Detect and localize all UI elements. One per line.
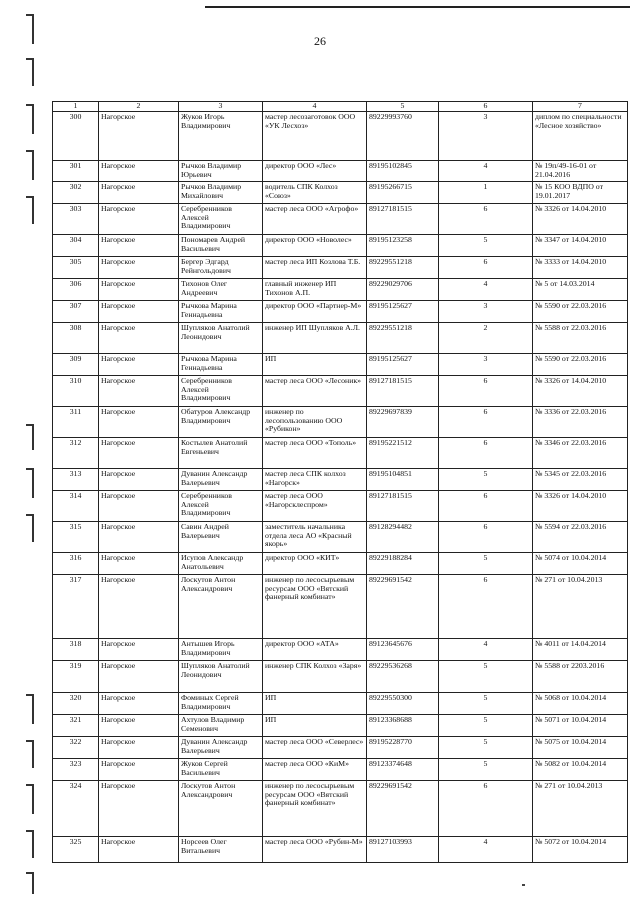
- cell-position: мастер лесозаготовок ООО «УК Лесхоз»: [263, 112, 367, 161]
- table-row: [53, 522, 628, 553]
- cell-phone: 89127103993: [367, 837, 439, 863]
- column-header: 4: [263, 102, 367, 112]
- cell-document: № 5594 от 22.03.2016: [533, 522, 628, 553]
- table-row: [53, 715, 628, 737]
- cell-phone: 89127181515: [367, 204, 439, 235]
- cell-name: Жуков Игорь Владимирович: [179, 112, 263, 161]
- cell-phone: 89195104851: [367, 469, 439, 491]
- cell-name: Рычкова Марина Геннадьевна: [179, 301, 263, 323]
- cell-name: Бергер Эдгард Рейнгольдович: [179, 257, 263, 279]
- cell-document: диплом по специальности «Лесное хозяйство»: [533, 112, 628, 161]
- cell-number: 310: [53, 376, 99, 407]
- cell-count: 5: [439, 469, 533, 491]
- cell-area: Нагорское: [99, 693, 179, 715]
- cell-name: Лоскутов Антон Александрович: [179, 575, 263, 639]
- cell-count: 2: [439, 323, 533, 354]
- cell-area: Нагорское: [99, 204, 179, 235]
- cell-phone: 89195102845: [367, 161, 439, 182]
- cell-position: мастер леса ООО «Северлес»: [263, 737, 367, 759]
- cell-document: № 5071 от 10.04.2014: [533, 715, 628, 737]
- cell-phone: 89195221512: [367, 438, 439, 469]
- cell-count: 5: [439, 715, 533, 737]
- cell-number: 301: [53, 161, 99, 182]
- cell-phone: 89229029706: [367, 279, 439, 301]
- table-row: [53, 639, 628, 661]
- cell-number: 307: [53, 301, 99, 323]
- top-rule: [205, 6, 630, 8]
- table-header-row: [53, 102, 628, 112]
- cell-document: № 5075 от 10.04.2014: [533, 737, 628, 759]
- binder-mark: [32, 196, 34, 224]
- cell-name: Антышев Игорь Владимирович: [179, 639, 263, 661]
- cell-phone: 89229188284: [367, 553, 439, 575]
- cell-document: № 5 от 14.03.2014: [533, 279, 628, 301]
- cell-position: инженер по лесосырьевым ресурсам ООО «Вятский фанерный комбинат»: [263, 781, 367, 837]
- cell-phone: 89229691542: [367, 575, 439, 639]
- cell-number: 322: [53, 737, 99, 759]
- cell-area: Нагорское: [99, 469, 179, 491]
- cell-name: Фоминых Сергей Владимирович: [179, 693, 263, 715]
- cell-document: № 5074 от 10.04.2014: [533, 553, 628, 575]
- cell-document: № 15 КОО ВДПО от 19.01.2017: [533, 182, 628, 204]
- cell-document: № 4011 от 14.04.2014: [533, 639, 628, 661]
- cell-name: Пономарев Андрей Васильевич: [179, 235, 263, 257]
- cell-area: Нагорское: [99, 161, 179, 182]
- cell-position: мастер леса ООО «Рубин-М»: [263, 837, 367, 863]
- cell-position: мастер леса СПК колхоз «Нагорск»: [263, 469, 367, 491]
- cell-name: Лоскутов Антон Александрович: [179, 781, 263, 837]
- cell-area: Нагорское: [99, 182, 179, 204]
- cell-number: 312: [53, 438, 99, 469]
- cell-count: 5: [439, 661, 533, 693]
- cell-name: Норсеев Олег Витальевич: [179, 837, 263, 863]
- cell-position: мастер леса ООО «Тополь»: [263, 438, 367, 469]
- cell-count: 6: [439, 438, 533, 469]
- table-row: [53, 438, 628, 469]
- cell-document: № 3326 от 14.04.2010: [533, 204, 628, 235]
- cell-name: Ахтулов Владимир Семенович: [179, 715, 263, 737]
- column-header: 7: [533, 102, 628, 112]
- cell-position: директор ООО «Лес»: [263, 161, 367, 182]
- table-row: [53, 575, 628, 639]
- table-body: [53, 112, 628, 863]
- cell-position: директор ООО «Новолес»: [263, 235, 367, 257]
- cell-phone: 89229550300: [367, 693, 439, 715]
- cell-area: Нагорское: [99, 575, 179, 639]
- table-row: [53, 204, 628, 235]
- cell-area: Нагорское: [99, 323, 179, 354]
- cell-name: Рычков Владимир Михайлович: [179, 182, 263, 204]
- cell-count: 3: [439, 354, 533, 376]
- cell-phone: 89123368688: [367, 715, 439, 737]
- cell-number: 317: [53, 575, 99, 639]
- cell-document: № 5588 от 2203.2016: [533, 661, 628, 693]
- cell-document: № 3346 от 22.03.2016: [533, 438, 628, 469]
- table-row: [53, 781, 628, 837]
- cell-number: 324: [53, 781, 99, 837]
- cell-number: 318: [53, 639, 99, 661]
- cell-position: мастер леса ИП Козлова Т.Б.: [263, 257, 367, 279]
- cell-document: № 5590 от 22.03.2016: [533, 354, 628, 376]
- table-row: [53, 279, 628, 301]
- table-row: [53, 759, 628, 781]
- cell-position: мастер леса ООО «КиМ»: [263, 759, 367, 781]
- footer-mark: [522, 884, 525, 886]
- table-row: [53, 491, 628, 522]
- cell-document: № 3326 от 14.04.2010: [533, 491, 628, 522]
- cell-name: Дуванин Александр Валерьевич: [179, 469, 263, 491]
- cell-name: Савин Андрей Валерьевич: [179, 522, 263, 553]
- table-row: [53, 837, 628, 863]
- cell-phone: 89127181515: [367, 491, 439, 522]
- cell-name: Обатуров Александр Владимирович: [179, 407, 263, 438]
- cell-area: Нагорское: [99, 438, 179, 469]
- cell-area: Нагорское: [99, 112, 179, 161]
- cell-phone: 89195123258: [367, 235, 439, 257]
- table-row: [53, 693, 628, 715]
- cell-count: 6: [439, 781, 533, 837]
- cell-number: 308: [53, 323, 99, 354]
- cell-phone: 89123645676: [367, 639, 439, 661]
- cell-document: № 271 от 10.04.2013: [533, 575, 628, 639]
- cell-number: 323: [53, 759, 99, 781]
- binder-mark: [32, 514, 34, 542]
- cell-number: 309: [53, 354, 99, 376]
- cell-count: 6: [439, 407, 533, 438]
- cell-position: инженер по лесопользованию ООО «Рубикон»: [263, 407, 367, 438]
- cell-name: Рычков Владимир Юрьевич: [179, 161, 263, 182]
- cell-document: № 5082 от 10.04.2014: [533, 759, 628, 781]
- registry-table: [52, 101, 628, 863]
- cell-area: Нагорское: [99, 491, 179, 522]
- cell-position: инженер ИП Шупляков А.Л.: [263, 323, 367, 354]
- cell-name: Серебренников Алексей Владимирович: [179, 491, 263, 522]
- cell-area: Нагорское: [99, 376, 179, 407]
- binder-mark: [32, 58, 34, 86]
- cell-document: № 5588 от 22.03.2016: [533, 323, 628, 354]
- cell-name: Исупов Александр Анатольевич: [179, 553, 263, 575]
- table-row: [53, 112, 628, 161]
- cell-count: 3: [439, 112, 533, 161]
- cell-count: 6: [439, 204, 533, 235]
- cell-name: Шупляков Анатолий Леонидович: [179, 323, 263, 354]
- cell-name: Серебренников Алексей Владимирович: [179, 376, 263, 407]
- cell-number: 315: [53, 522, 99, 553]
- table-row: [53, 161, 628, 182]
- cell-area: Нагорское: [99, 257, 179, 279]
- binder-mark: [32, 740, 34, 768]
- cell-count: 6: [439, 376, 533, 407]
- cell-position: мастер леса ООО «Агрофо»: [263, 204, 367, 235]
- cell-area: Нагорское: [99, 661, 179, 693]
- cell-number: 325: [53, 837, 99, 863]
- cell-count: 4: [439, 279, 533, 301]
- column-header: 5: [367, 102, 439, 112]
- column-header: 1: [53, 102, 99, 112]
- cell-area: Нагорское: [99, 639, 179, 661]
- cell-area: Нагорское: [99, 715, 179, 737]
- cell-area: Нагорское: [99, 235, 179, 257]
- binder-mark: [32, 872, 34, 894]
- cell-area: Нагорское: [99, 837, 179, 863]
- cell-phone: 89123374648: [367, 759, 439, 781]
- cell-phone: 89229697839: [367, 407, 439, 438]
- cell-area: Нагорское: [99, 553, 179, 575]
- table-row: [53, 323, 628, 354]
- table-row: [53, 553, 628, 575]
- binder-mark: [32, 830, 34, 858]
- cell-count: 6: [439, 257, 533, 279]
- cell-phone: 89128294482: [367, 522, 439, 553]
- cell-document: № 5072 от 10.04.2014: [533, 837, 628, 863]
- binder-mark: [32, 784, 34, 814]
- cell-phone: 89195125627: [367, 354, 439, 376]
- cell-phone: 89195266715: [367, 182, 439, 204]
- cell-name: Дуванин Александр Валерьевич: [179, 737, 263, 759]
- cell-document: № 5345 от 22.03.2016: [533, 469, 628, 491]
- cell-document: № 19п/49-16-01 от 21.04.2016: [533, 161, 628, 182]
- cell-position: директор ООО «АТА»: [263, 639, 367, 661]
- column-header: 3: [179, 102, 263, 112]
- column-header: 2: [99, 102, 179, 112]
- table-row: [53, 257, 628, 279]
- cell-position: инженер по лесосырьевым ресурсам ООО «Вятский фанерный комбинат»: [263, 575, 367, 639]
- cell-phone: 89195125627: [367, 301, 439, 323]
- cell-number: 304: [53, 235, 99, 257]
- cell-phone: 89229691542: [367, 781, 439, 837]
- cell-number: 302: [53, 182, 99, 204]
- table-row: [53, 182, 628, 204]
- cell-area: Нагорское: [99, 354, 179, 376]
- cell-number: 311: [53, 407, 99, 438]
- page-number: 26: [314, 34, 326, 48]
- cell-area: Нагорское: [99, 301, 179, 323]
- cell-document: № 5590 от 22.03.2016: [533, 301, 628, 323]
- binder-mark: [32, 14, 34, 44]
- binder-mark: [32, 150, 34, 180]
- cell-count: 4: [439, 161, 533, 182]
- cell-name: Серебренников Алексей Владимирович: [179, 204, 263, 235]
- cell-number: 313: [53, 469, 99, 491]
- cell-position: директор ООО «КИТ»: [263, 553, 367, 575]
- cell-position: мастер леса ООО «Лесоник»: [263, 376, 367, 407]
- cell-count: 5: [439, 235, 533, 257]
- cell-position: директор ООО «Партнер-М»: [263, 301, 367, 323]
- binder-mark: [32, 424, 34, 450]
- cell-count: 5: [439, 737, 533, 759]
- cell-count: 5: [439, 759, 533, 781]
- table-row: [53, 235, 628, 257]
- cell-phone: 89127181515: [367, 376, 439, 407]
- cell-name: Жуков Сергей Васильевич: [179, 759, 263, 781]
- column-header: 6: [439, 102, 533, 112]
- cell-count: 1: [439, 182, 533, 204]
- table-row: [53, 737, 628, 759]
- cell-area: Нагорское: [99, 522, 179, 553]
- cell-phone: 89195228770: [367, 737, 439, 759]
- cell-document: № 3336 от 22.03.2016: [533, 407, 628, 438]
- cell-position: водитель СПК Колхоз «Союз»: [263, 182, 367, 204]
- cell-phone: 89229536268: [367, 661, 439, 693]
- cell-document: № 271 от 10.04.2013: [533, 781, 628, 837]
- cell-position: ИП: [263, 715, 367, 737]
- cell-area: Нагорское: [99, 279, 179, 301]
- table-row: [53, 407, 628, 438]
- cell-number: 303: [53, 204, 99, 235]
- cell-number: 305: [53, 257, 99, 279]
- cell-name: Рычкова Марина Геннадьевна: [179, 354, 263, 376]
- cell-name: Тихонов Олег Андреевич: [179, 279, 263, 301]
- cell-name: Костылев Анатолий Евгеньевич: [179, 438, 263, 469]
- cell-position: инженер СПК Колхоз «Заря»: [263, 661, 367, 693]
- cell-number: 320: [53, 693, 99, 715]
- cell-document: № 3347 от 14.04.2010: [533, 235, 628, 257]
- cell-position: мастер леса ООО «Нагорсклеспром»: [263, 491, 367, 522]
- cell-position: ИП: [263, 354, 367, 376]
- cell-count: 4: [439, 639, 533, 661]
- table-row: [53, 376, 628, 407]
- cell-document: № 5068 от 10.04.2014: [533, 693, 628, 715]
- binder-mark: [32, 694, 34, 724]
- cell-position: ИП: [263, 693, 367, 715]
- cell-count: 4: [439, 837, 533, 863]
- cell-number: 316: [53, 553, 99, 575]
- cell-number: 314: [53, 491, 99, 522]
- cell-count: 6: [439, 491, 533, 522]
- cell-number: 321: [53, 715, 99, 737]
- cell-position: главный инженер ИП Тихонов А.П.: [263, 279, 367, 301]
- cell-name: Шупляков Анатолий Леонидович: [179, 661, 263, 693]
- table-row: [53, 301, 628, 323]
- cell-document: № 3326 от 14.04.2010: [533, 376, 628, 407]
- cell-area: Нагорское: [99, 759, 179, 781]
- cell-count: 6: [439, 522, 533, 553]
- cell-area: Нагорское: [99, 737, 179, 759]
- cell-number: 319: [53, 661, 99, 693]
- cell-count: 6: [439, 575, 533, 639]
- cell-phone: 89229551218: [367, 257, 439, 279]
- cell-document: № 3333 от 14.04.2010: [533, 257, 628, 279]
- cell-position: заместитель начальника отдела леса АО «Красный якорь»: [263, 522, 367, 553]
- cell-area: Нагорское: [99, 407, 179, 438]
- cell-area: Нагорское: [99, 781, 179, 837]
- cell-phone: 89229993760: [367, 112, 439, 161]
- cell-number: 306: [53, 279, 99, 301]
- cell-number: 300: [53, 112, 99, 161]
- cell-count: 5: [439, 553, 533, 575]
- cell-count: 3: [439, 301, 533, 323]
- binder-mark: [32, 104, 34, 134]
- binder-mark: [32, 468, 34, 498]
- table-row: [53, 469, 628, 491]
- table-row: [53, 661, 628, 693]
- cell-phone: 89229551218: [367, 323, 439, 354]
- cell-count: 5: [439, 693, 533, 715]
- table-row: [53, 354, 628, 376]
